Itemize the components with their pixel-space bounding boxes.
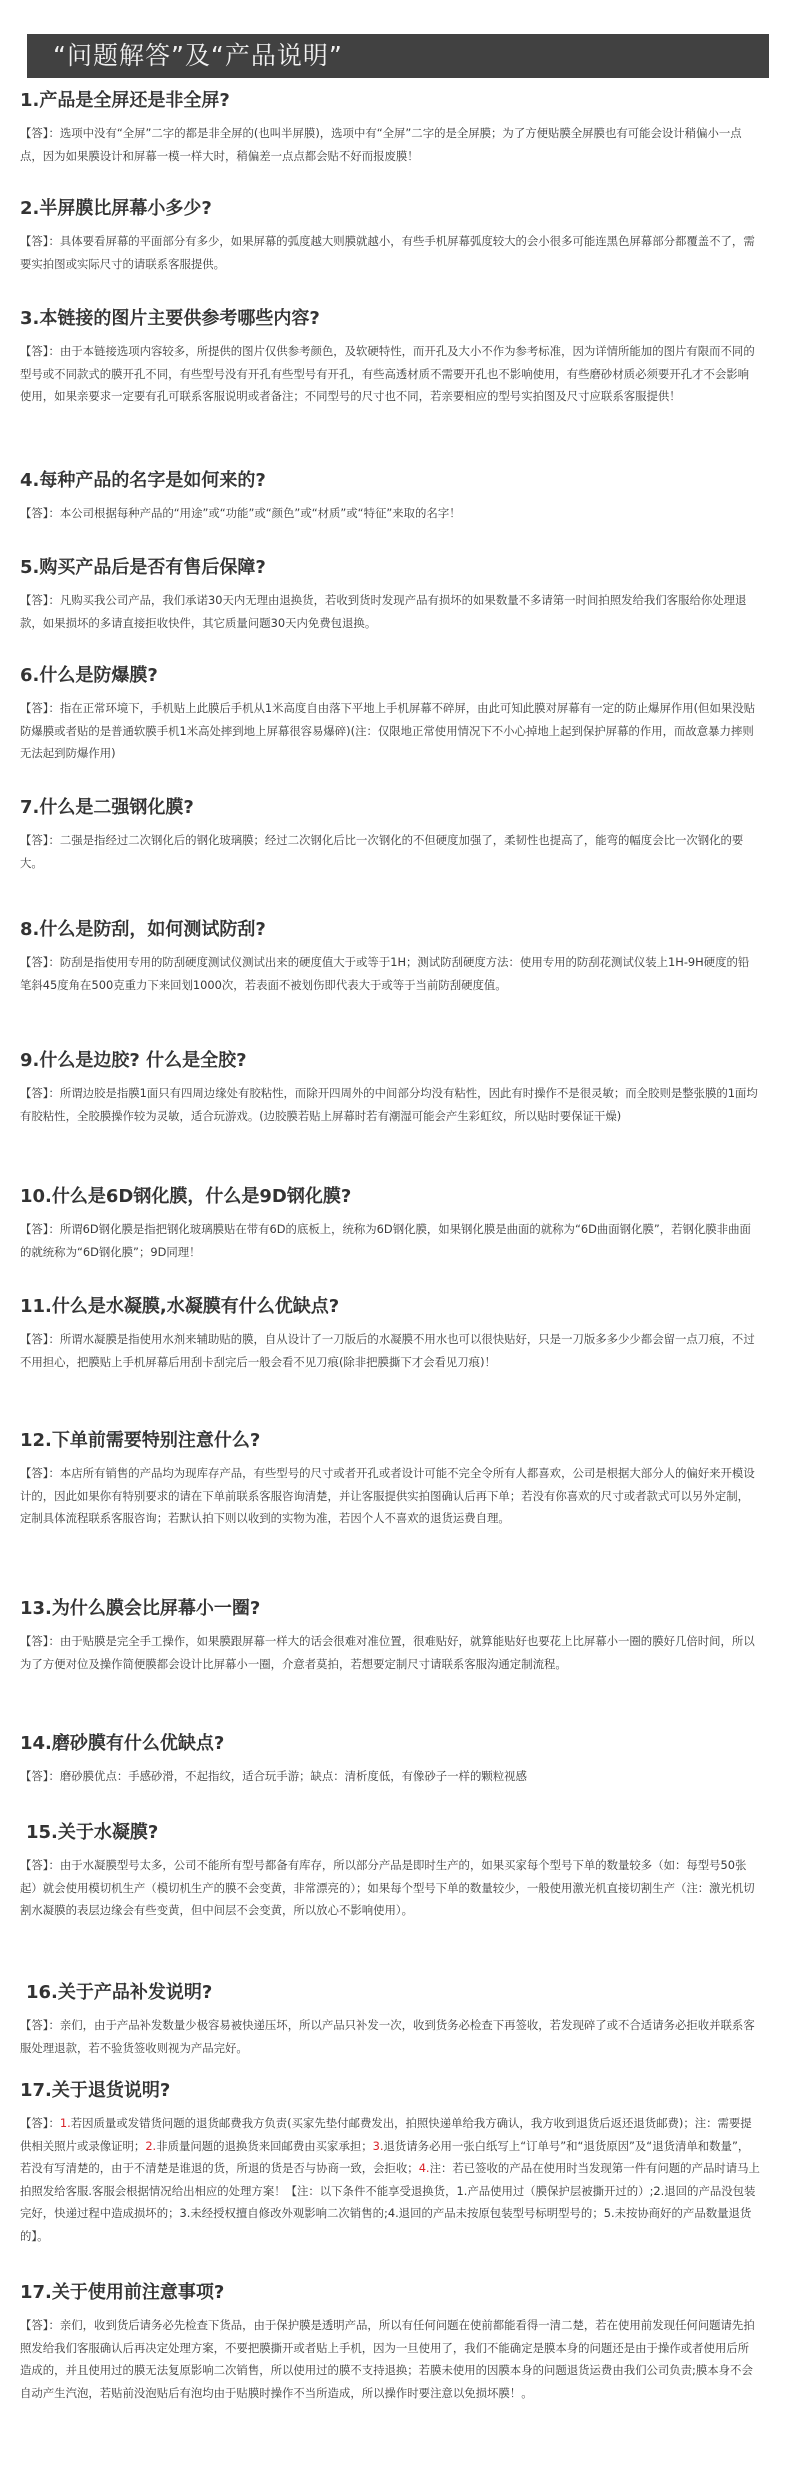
faq-question: 4.每种产品的名字是如何来的? xyxy=(20,470,266,491)
faq-question: 13.为什么膜会比屏幕小一圈? xyxy=(20,1598,261,1619)
answer-prefix: 【答】： xyxy=(20,2018,60,2032)
faq-question: 17.关于使用前注意事项? xyxy=(20,2282,225,2303)
answer-prefix: 【答】： xyxy=(20,1222,60,1236)
faq-answer: 【答】：所谓6D钢化膜是指把钢化玻璃膜贴在带有6D的底板上，统称为6D钢化膜，如果钢化膜是曲面的就称为“6D曲面钢化膜”，若钢化膜非曲面的就统称为“6D钢化膜”；9D同理！ xyxy=(20,1222,751,1259)
faq-question: 9.什么是边胶? 什么是全胶? xyxy=(20,1050,247,1071)
faq-answer: 【答】：本店所有销售的产品均为现库存产品，有些型号的尺寸或者开孔或者设计可能不完全令所有人都喜欢，公司是根据大部分人的偏好来开模设计的，因此如果你有特别要求的请在下单前联系客服咨询清楚，并让客服提供实拍图确认后再下单；若没有你喜欢的尺寸或者款式可以另外定制，定制具体流程联系客服咨询；若默认拍下则以收到的实物为准，若因个人不喜欢的退货运费自理。 xyxy=(20,1466,755,1525)
faq-item-11 xyxy=(20,1294,760,1373)
answer-prefix: 【答】： xyxy=(20,701,60,715)
faq-question: 8.什么是防刮，如何测试防刮? xyxy=(20,919,266,940)
answer-prefix: 【答】： xyxy=(20,344,60,358)
faq-item-12 xyxy=(20,1428,760,1530)
faq-answer: 【答】：具体要看屏幕的平面部分有多少，如果屏幕的弧度越大则膜就越小，有些手机屏幕弧度较大的会小很多可能连黑色屏幕部分都覆盖不了，需要实拍图或实际尺寸的请联系客服提供。 xyxy=(20,234,755,271)
faq-question: 1.产品是全屏还是非全屏? xyxy=(20,90,230,111)
faq-item-4 xyxy=(20,468,760,525)
faq-answer: 【答】：亲们，收到货后请务必先检查下货品，由于保护膜是透明产品，所以有任何问题在使前都能看得一清二楚，若在使用前发现任何问题请先拍照发给我们客服确认后再决定处理方案，不要把膜撕开或者贴上手机，因为一旦使用了，我们不能确定是膜本身的问题还是由于操作或者使用后所造成的，并且使用过的膜无法复原影响二次销售，所以使用过的膜不支持退换；若膜未使用的因膜本身的问题退货运费由我们公司负责;膜本身不会自动产生汽泡，若贴前没泡贴后有泡均由于贴膜时操作不当所造成，所以操作时要注意以免损坏膜！。 xyxy=(20,2318,755,2400)
answer-prefix: 【答】： xyxy=(20,126,60,140)
step-number: 2. xyxy=(145,2138,157,2153)
answer-prefix: 【答】： xyxy=(20,1086,60,1100)
banner-title: “问题解答”及“产品说明” xyxy=(53,41,343,70)
faq-question: 15.关于水凝膜? xyxy=(26,1822,159,1843)
faq-item-13 xyxy=(20,1596,760,1675)
answer-prefix: 【答】： xyxy=(20,1332,60,1346)
faq-item-10 xyxy=(20,1184,760,1263)
faq-item-16 xyxy=(20,1980,760,2059)
faq-question: 7.什么是二强钢化膜? xyxy=(20,797,194,818)
faq-item-17-returns xyxy=(20,2078,760,2247)
faq-item-1 xyxy=(20,88,760,167)
faq-question: 3.本链接的图片主要供参考哪些内容? xyxy=(20,308,320,329)
answer-prefix: 【答】： xyxy=(20,1634,60,1648)
faq-item-7 xyxy=(20,795,760,874)
answer-prefix: 【答】： xyxy=(20,1466,60,1480)
faq-answer: 【答】：防刮是指使用专用的防刮硬度测试仪测试出来的硬度值大于或等于1H；测试防刮硬度方法：使用专用的防刮花测试仪装上1H-9H硬度的铅笔斜45度角在500克重力下来回划1000次，若表面不被划伤即代表大于或等于当前防刮硬度值。 xyxy=(20,955,750,992)
answer-prefix: 【答】： xyxy=(20,955,60,969)
answer-prefix: 【答】： xyxy=(20,506,60,520)
step-number: 1. xyxy=(59,2116,71,2130)
faq-answer: 【答】：由于水凝膜型号太多，公司不能所有型号都备有库存，所以部分产品是即时生产的，如果买家每个型号下单的数量较多（如：每型号50张起）就会使用模切机生产（模切机生产的膜不会变黄，非常漂亮的）；如果每个型号下单的数量较少，一般使用激光机直接切割生产（注：激光机切割水凝膜的表层边缘会有些变黄，但中间层不会变黄，所以放心不影响使用）。 xyxy=(20,1858,755,1917)
faq-item-6 xyxy=(20,663,760,765)
answer-prefix: 【答】： xyxy=(20,2116,60,2130)
faq-item-8 xyxy=(20,917,760,996)
faq-item-5 xyxy=(20,555,760,634)
faq-answer: 【答】：选项中没有“全屏”二字的都是非全屏的(也叫半屏膜)，选项中有“全屏”二字的是全屏膜；为了方便贴膜全屏膜也有可能会设计稍偏小一点点，因为如果膜设计和屏幕一模一样大时，稍偏差一点点都会贴不好而报废膜！ xyxy=(20,126,742,163)
faq-question: 12.下单前需要特别注意什么? xyxy=(20,1430,261,1451)
answer-prefix: 【答】： xyxy=(20,1769,60,1783)
faq-answer: 【答】：本公司根据每种产品的“用途”或“功能”或“颜色”或“材质”或“特征”来取的名字！ xyxy=(20,506,461,520)
faq-question: 11.什么是水凝膜,水凝膜有什么优缺点? xyxy=(20,1296,340,1317)
answer-prefix: 【答】： xyxy=(20,234,60,248)
answer-prefix: 【答】： xyxy=(20,1858,60,1872)
faq-question: 2.半屏膜比屏幕小多少? xyxy=(20,198,212,219)
faq-answer: 【答】：1.若因质量或发错货问题的退货邮费我方负责(买家先垫付邮费发出，拍照快递单给我方确认，我方收到退货后返还退货邮费)；注：需要提供相关照片或录像证明；2.非质量问题的退换货来回邮费由买家承担；3.退货请务必用一张白纸写上“订单号”和“退货原因”及“退货清单和数量”，若没有写清楚的，由于不清楚是谁退的货，所退的货是否与协商一致，会拒收；4.注：若已签收的产品在使用时当发现第一件有问题的产品时请马上拍照发给客服.客服会根据情况给出相应的处理方案！【注：以下条件不能享受退换货，1.产品使用过（膜保护层被撕开过的）;2.退回的产品没包装完好，快递过程中造成损坏的；3.未经授权擅自修改外观影响二次销售的;4.退回的产品未按原包装型号标明型号的；5.未按协商好的产品数量退货的】。 xyxy=(20,2116,760,2243)
faq-answer: 【答】：指在正常环境下，手机贴上此膜后手机从1米高度自由落下平地上手机屏幕不碎屏，由此可知此膜对屏幕有一定的防止爆屏作用(但如果没贴防爆膜或者贴的是普通软膜手机1米高处摔到地上屏幕很容易爆碎)(注：仅限地正常使用情况下不小心掉地上起到保护屏幕的作用，而故意暴力摔则无法起到防爆作用) xyxy=(20,701,756,760)
faq-answer: 【答】：二强是指经过二次钢化后的钢化玻璃膜；经过二次钢化后比一次钢化的不但硬度加强了，柔韧性也提高了，能弯的幅度会比一次钢化的要大。 xyxy=(20,833,744,870)
faq-item-15 xyxy=(20,1820,760,1922)
faq-item-9 xyxy=(20,1048,760,1127)
faq-question: 17.关于退货说明? xyxy=(20,2080,171,2101)
faq-answer: 【答】：由于贴膜是完全手工操作，如果膜跟屏幕一样大的话会很难对准位置，很难贴好，就算能贴好也要花上比屏幕小一圈的膜好几倍时间，所以为了方便对位及操作简便膜都会设计比屏幕小一圈，介意者莫拍，若想要定制尺寸请联系客服沟通定制流程。 xyxy=(20,1634,755,1671)
answer-prefix: 【答】： xyxy=(20,2318,60,2332)
faq-answer: 【答】：磨砂膜优点：手感砂滑，不起指纹，适合玩手游；缺点：清析度低，有像砂子一样的颗粒视感 xyxy=(20,1769,527,1783)
answer-prefix: 【答】： xyxy=(20,593,60,607)
faq-item-14 xyxy=(20,1731,760,1788)
faq-question: 10.什么是6D钢化膜，什么是9D钢化膜? xyxy=(20,1186,352,1207)
faq-question: 14.磨砂膜有什么优缺点? xyxy=(20,1733,225,1754)
page-banner xyxy=(27,34,769,78)
faq-question: 6.什么是防爆膜? xyxy=(20,665,158,686)
faq-answer: 【答】：所谓水凝膜是指使用水剂来辅助贴的膜，自从设计了一刀版后的水凝膜不用水也可以很快贴好，只是一刀版多多少少都会留一点刀痕，不过不用担心，把膜贴上手机屏幕后用刮卡刮完后一般会看不见刀痕(除非把膜撕下才会看见刀痕)！ xyxy=(20,1332,755,1369)
step-number: 3. xyxy=(372,2138,384,2153)
faq-question: 16.关于产品补发说明? xyxy=(26,1982,213,2003)
faq-answer: 【答】：亲们，由于产品补发数量少极容易被快递压坏，所以产品只补发一次，收到货务必检查下再签收，若发现碎了或不合适请务必拒收并联系客服处理退款，若不验货签收则视为产品完好。 xyxy=(20,2018,755,2055)
faq-item-17-usage xyxy=(20,2280,760,2404)
faq-answer: 【答】：由于本链接选项内容较多，所提供的图片仅供参考颜色，及软硬特性，而开孔及大小不作为参考标准，因为详情所能加的图片有限而不同的型号或不同款式的膜开孔不同，有些型号没有开孔有些型号有开孔，有些高透材质不需要开孔也不影响使用，有些磨砂材质必须要开孔才不会影响使用，如果亲要求一定要有孔可联系客服说明或者备注；不同型号的尺寸也不同，若亲要相应的型号实拍图及尺寸应联系客服提供！ xyxy=(20,344,755,403)
faq-answer: 【答】：所谓边胶是指膜1面只有四周边缘处有胶粘性，而除开四周外的中间部分均没有粘性，因此有时操作不是很灵敏；而全胶则是整张膜的1面均有胶粘性，全胶膜操作较为灵敏，适合玩游戏。(边胶膜若贴上屏幕时若有潮湿可能会产生彩虹纹，所以贴时要保证干燥) xyxy=(20,1086,758,1123)
faq-question: 5.购买产品后是否有售后保障? xyxy=(20,557,266,578)
faq-item-2 xyxy=(20,196,760,275)
step-number: 4. xyxy=(418,2161,430,2175)
faq-answer: 【答】：凡购买我公司产品，我们承诺30天内无理由退换货，若收到货时发现产品有损坏的如果数量不多请第一时间拍照发给我们客服给你处理退款，如果损坏的多请直接拒收快件，其它质量问题30天内免费包退换。 xyxy=(20,593,747,630)
faq-item-3 xyxy=(20,306,760,408)
answer-prefix: 【答】： xyxy=(20,833,60,847)
